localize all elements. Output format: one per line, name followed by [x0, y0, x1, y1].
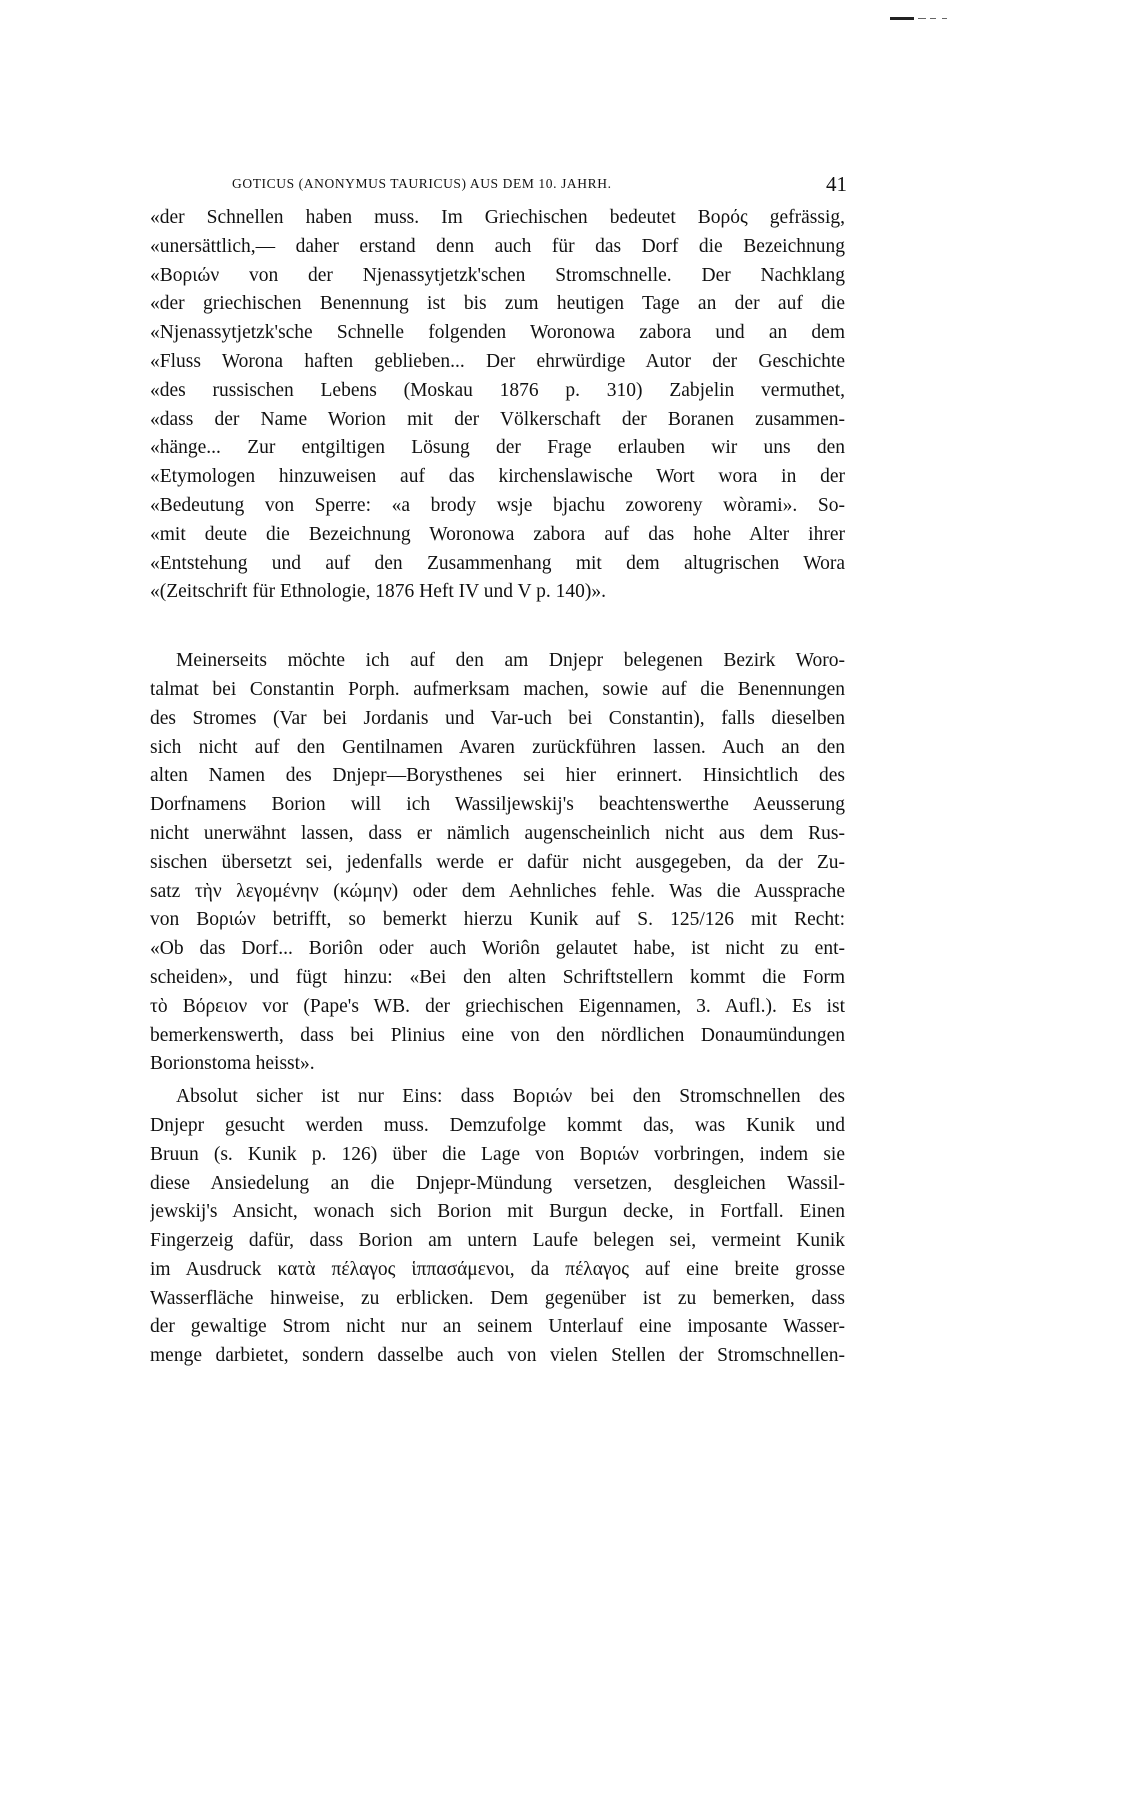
scan-artifact [890, 16, 960, 22]
text-line: Dorfnamens Borion will ich Wassiljewskij's beachtenswerthe Aeusserung [150, 794, 845, 816]
text-line: jewskij's Ansicht, wonach sich Borion mit Burgun decke, in Fortfall. Einen [150, 1201, 845, 1223]
text-line: sischen übersetzt sei, jedenfalls werde er dafür nicht ausgegeben, da der Zu- [150, 851, 845, 873]
text-line: «(Zeitschrift für Ethnologie, 1876 Heft IV und V p. 140)». [150, 581, 607, 603]
text-line: Absolut sicher ist nur Eins: dass Βοριών bei den Stromschnellen des [176, 1086, 845, 1108]
text-line: τὸ Βόρειον vor (Pape's WB. der griechischen Eigennamen, 3. Aufl.). Es ist [150, 995, 845, 1017]
text-line: «Bedeutung von Sperre: «a brody wsje bjachu zoworeny wòrami». So- [150, 494, 845, 516]
text-line: «unersättlich,— daher erstand denn auch für das Dorf die Bezeichnung [150, 235, 845, 257]
page-number: 41 [826, 172, 847, 196]
text-line: im Ausdruck κατὰ πέλαγος ἱππασάμενοι, da πέλαγος auf eine breite grosse [150, 1258, 845, 1280]
text-line: Dnjepr gesucht werden muss. Demzufolge kommt das, was Kunik und [150, 1114, 845, 1136]
text-line: «Njenassytjetzk'sche Schnelle folgenden Woronowa zabora und an dem [150, 322, 845, 344]
text-line: «Entstehung und auf den Zusammenhang mit dem altugrischen Wora [150, 552, 845, 574]
text-line: talmat bei Constantin Porph. aufmerksam machen, sowie auf die Benennungen [150, 678, 845, 700]
text-line: menge darbietet, sondern dasselbe auch von vielen Stellen der Stromschnellen- [150, 1345, 845, 1367]
text-line: Fingerzeig dafür, dass Borion am untern Laufe belegen sei, vermeint Kunik [150, 1230, 845, 1252]
text-line: nicht unerwähnt lassen, dass er nämlich augenscheinlich nicht aus dem Rus- [150, 822, 845, 844]
text-line: scheiden», und fügt hinzu: «Bei den alten Schriftstellern kommt die Form [150, 966, 845, 988]
text-line: satz τὴν λεγομένην (κώμην) oder dem Aehnliches fehle. Was die Aussprache [150, 880, 845, 902]
text-line: der gewaltige Strom nicht nur an seinem Unterlauf eine imposante Wasser- [150, 1316, 845, 1338]
text-line: «Fluss Worona haften geblieben... Der ehrwürdige Autor der Geschichte [150, 350, 845, 372]
text-line: alten Namen des Dnjepr—Borysthenes sei hier erinnert. Hinsichtlich des [150, 765, 845, 787]
text-line: Wasserfläche hinweise, zu erblicken. Dem gegenüber ist zu bemerken, dass [150, 1287, 845, 1309]
text-line: sich nicht auf den Gentilnamen Avaren zurückführen lassen. Auch an den [150, 736, 845, 758]
text-line: «der Schnellen haben muss. Im Griechischen bedeutet Βορός gefrässig, [150, 207, 845, 228]
text-line: «dass der Name Worion mit der Völkerschaft der Boranen zusammen- [150, 408, 845, 430]
text-line: «Βοριών von der Njenassytjetzk'schen Stromschnelle. Der Nachklang [150, 264, 845, 286]
text-line: diese Ansiedelung an die Dnjepr-Mündung versetzen, desgleichen Wassil- [150, 1172, 845, 1194]
paragraph [150, 1083, 845, 1371]
paragraph [150, 647, 845, 1079]
page-body [150, 204, 845, 1371]
text-line: Borionstoma heisst». [150, 1053, 315, 1075]
text-line: bemerkenswerth, dass bei Plinius eine von den nördlichen Donaumündungen [150, 1024, 845, 1046]
text-line: des Stromes (Var bei Jordanis und Var-uch bei Constantin), falls dieselben [150, 707, 845, 729]
text-line: «Etymologen hinzuweisen auf das kirchenslawische Wort wora in der [150, 466, 845, 488]
text-line: Meinerseits möchte ich auf den am Dnjepr belegenen Bezirk Woro- [176, 650, 845, 672]
text-line: «der griechischen Benennung ist bis zum heutigen Tage an der auf die [150, 293, 845, 315]
text-line: «des russischen Lebens (Moskau 1876 p. 310) Zabjelin vermuthet, [150, 379, 845, 401]
quoted-passage [150, 204, 845, 607]
text-line: von Βοριών betrifft, so bemerkt hierzu Kunik auf S. 125/126 mit Recht: [150, 909, 845, 931]
page-header [232, 172, 847, 196]
text-line: «Ob das Dorf... Boriôn oder auch Woriôn gelautet habe, ist nicht zu ent- [150, 938, 845, 960]
text-line: «mit deute die Bezeichnung Woronowa zabora auf das hohe Alter ihrer [150, 523, 845, 545]
text-line: «hänge... Zur entgiltigen Lösung der Frage erlauben wir uns den [150, 437, 845, 459]
running-head: GOTICUS (ANONYMUS TAURICUS) AUS DEM 10. JAHRH. [232, 176, 612, 191]
text-line: Bruun (s. Kunik p. 126) über die Lage von Βοριών vorbringen, indem sie [150, 1143, 845, 1165]
